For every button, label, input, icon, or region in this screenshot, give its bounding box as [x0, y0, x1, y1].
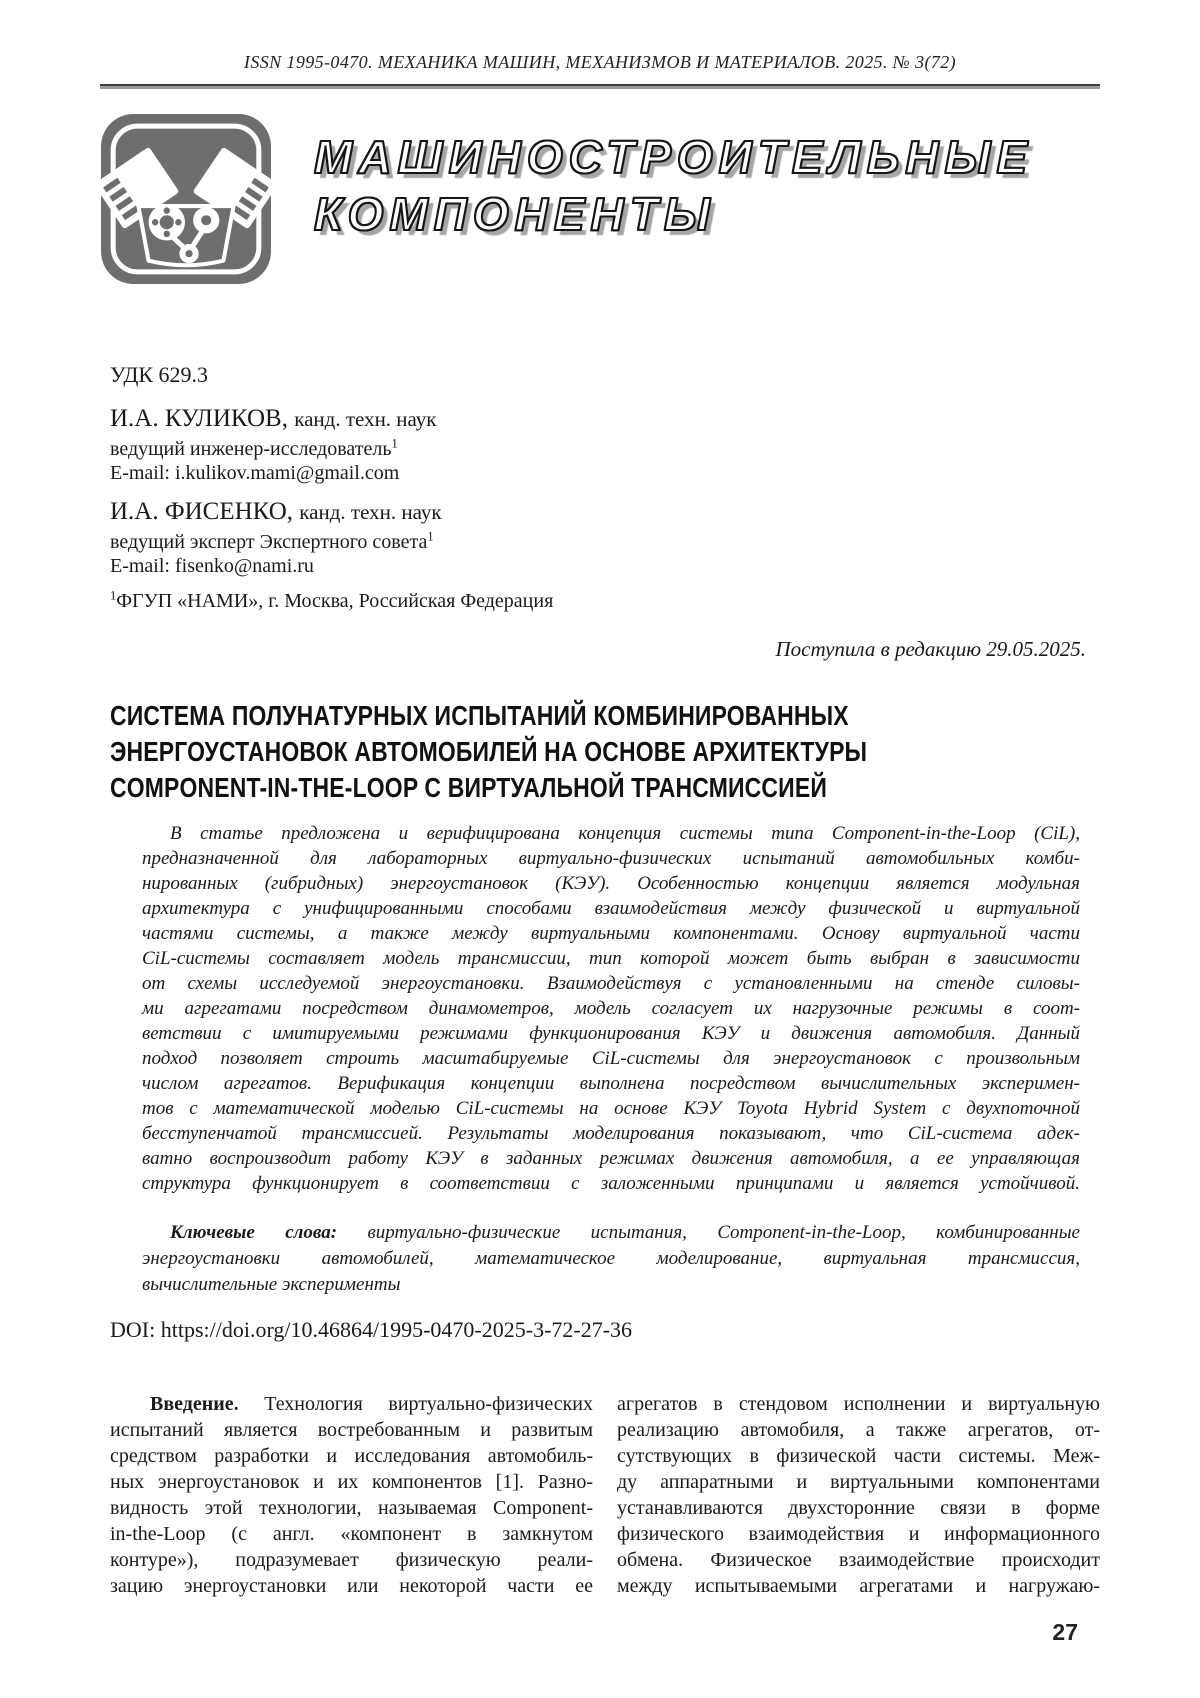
section-title-line1: МАШИНОСТРОИТЕЛЬНЫЕ	[314, 131, 1034, 183]
abstract-text: В статье предложена и верифицирована концепция системы типа Component-in-the-Loop (CiL), предназначенной для лабораторных виртуально-физических испытаний автомобильных комби- нированных (гибридных) энергоустановок (КЭУ). Особенностью концепции является модульная архитектура с унифицированными способами взаимодействия между физической и виртуальной частями системы, а также между виртуальными компонентами. Основу виртуальной части CiL-системы составляет модель трансмиссии, тип которой может быть выбран в зависимости от схемы исследуемой энергоустановки. Взаимодействуя с установленными на стенде силовы- ми агрегатами посредством динамометров, модель согласует их нагрузочные режимы в соот- ветствии с имитируемыми режимами функционирования КЭУ и движения автомобиля. Данный подход позволяет строить масштабируемые CiL-системы для энергоустановок с произвольным числом агрегатов. Верификация концепции выполнена посредством вычислительных эксперимен- тов с математической моделью CiL-системы на основе КЭУ Toyota Hybrid System с двухпоточной бесступенчатой трансмиссией. Результаты моделирования показывают, что CiL-система адек- ватно воспроизводит работу КЭУ в заданных режимах движения автомобиля, а ее управляющая структура функционирует в соответствии с заложенными принципами и является устойчивой.	[142, 823, 1080, 1194]
affiliation: $^1$ФГУП «НАМИ», г. Москва, Российская Федерация	[110, 588, 554, 612]
section-banner	[100, 113, 1100, 285]
received-date: Поступила в редакцию 29.05.2025.	[775, 637, 1086, 661]
page-number: 27	[1052, 1619, 1078, 1645]
article-title-line1: СИСТЕМА ПОЛУНАТУРНЫХ ИСПЫТАНИЙ КОМБИНИРОВАННЫХ	[110, 700, 849, 731]
author-1-degree: канд. техн. наук	[294, 407, 437, 431]
author-1-name	[110, 405, 1100, 433]
udc-code: УДК 629.3	[110, 362, 209, 387]
keywords-block	[142, 1220, 1080, 1298]
keywords-label: Ключевые слова:	[170, 1222, 338, 1243]
doi-line: DOI: https://doi.org/10.46864/1995-0470-2025-3-72-27-36	[110, 1317, 633, 1342]
v-engine-icon	[100, 113, 272, 285]
journal-running-head: ISSN 1995-0470. МЕХАНИКА МАШИН, МЕХАНИЗМОВ И МАТЕРИАЛОВ. 2025. № 3(72)	[243, 52, 957, 72]
author-2-name	[110, 498, 1100, 526]
author-2-affil-ref: 1	[427, 529, 434, 544]
article-body	[110, 1391, 1100, 1599]
keywords-line1: Ключевые слова: виртуально-физические испытания, Component-in-the-Loop, комбинированные	[170, 1222, 1080, 1243]
author-2-email: E-mail: fisenko@nami.ru	[110, 555, 314, 577]
author-2-position: ведущий эксперт Экспертного совета$^1$	[110, 529, 434, 553]
article-title-line3: COMPONENT-IN-THE-LOOP С ВИРТУАЛЬНОЙ ТРАНСМИССИЕЙ	[110, 772, 827, 803]
body-column-left: Введение. Технология виртуально-физических испытаний является востребованным и развитым средством разработки и исследования автомобиль- ных энергоустановок и их компонентов [1]. Разно- видность этой технологии, называемая Component- in-the-Loop (с англ. «компонент в замкнутом контуре»), подразумевает физическую реали- зацию энергоустановки или некоторой части ее	[110, 1393, 593, 1597]
affiliation-ref: 1	[110, 588, 117, 603]
section-title	[314, 113, 1033, 243]
keywords-line2: энергоустановки автомобилей, математическое моделирование, виртуальная трансмиссия,	[142, 1248, 1080, 1269]
author-2-name-caps: И.А. ФИСЕНКО,	[110, 498, 294, 525]
author-1-email: E-mail: i.kulikov.mami@gmail.com	[110, 462, 400, 484]
author-2-degree: канд. техн. наук	[299, 500, 442, 524]
article-title	[110, 698, 1100, 806]
intro-label: Введение.	[150, 1393, 239, 1415]
author-1-name-caps: И.А. КУЛИКОВ,	[110, 405, 288, 432]
section-title-line2: КОМПОНЕНТЫ	[314, 188, 716, 240]
body-column-right: агрегатов в стендовом исполнении и виртуальную реализацию автомобиля, а также агрегатов, от- сутствующих в физической части системы. Меж- ду аппаратными и виртуальными компонентами устанавливаются двухсторонние связи в форме физического взаимодействия и информационного обмена. Физическое взаимодействие происходит между испытываемыми агрегатами и нагружаю-	[617, 1393, 1100, 1597]
author-1-affil-ref: 1	[391, 436, 398, 451]
keywords-line3: вычислительные эксперименты	[142, 1274, 401, 1295]
header-rule	[100, 84, 1100, 89]
article-title-line2: ЭНЕРГОУСТАНОВОК АВТОМОБИЛЕЙ НА ОСНОВЕ АРХИТЕКТУРЫ	[110, 736, 868, 767]
author-1-position: ведущий инженер-исследователь$^1$	[110, 436, 398, 460]
